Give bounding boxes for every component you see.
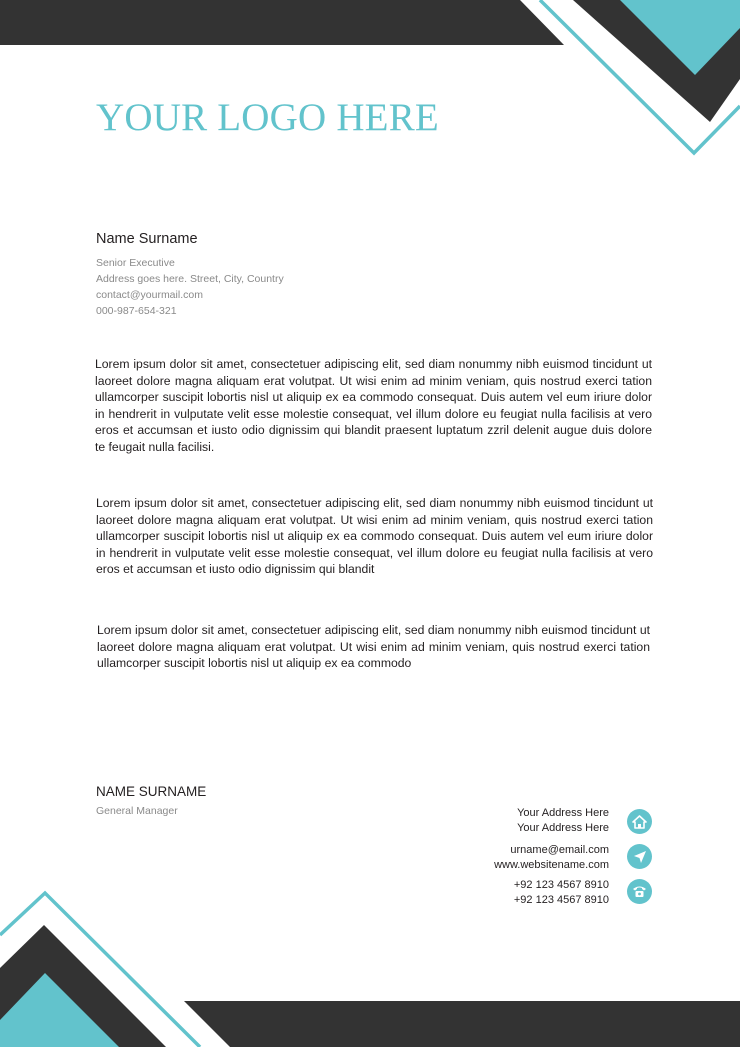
signature-title: General Manager — [96, 805, 178, 817]
contact-address-line: Your Address Here — [517, 807, 609, 819]
contact-email: urname@email.com — [510, 844, 609, 856]
contact-web — [494, 843, 609, 872]
phone-icon — [627, 879, 652, 904]
sender-phone: 000-987-654-321 — [96, 305, 177, 317]
signature-name: NAME SURNAME — [96, 784, 207, 799]
bottom-dark-bar — [184, 1001, 740, 1047]
contact-phone: +92 123 4567 8910 — [513, 893, 609, 906]
body-paragraph-3: Lorem ipsum dolor sit amet, consectetuer adipiscing elit, sed diam nonummy nibh euismod tincidunt ut laoreet dolore magna aliquam erat volutpat. Ut wisi enim ad minim veniam, quis nostrud exerci tation ullamcorper suscipit lobortis nisl ut aliquip ex ea commodo — [97, 623, 650, 671]
home-icon — [627, 809, 652, 834]
sender-email: contact@yourmail.com — [96, 289, 203, 301]
top-dark-bar — [0, 0, 564, 45]
body-paragraph-1: Lorem ipsum dolor sit amet, consectetuer adipiscing elit, sed diam nonummy nibh euismod tincidunt ut laoreet dolore magna aliquam erat volutpat. Ut wisi enim ad minim veniam, quis nostrud exerci tation ullamcorper suscipit lobortis nisl ut aliquip ex ea commodo consequat. Duis autem vel eum iriure dolor in hendrerit in vulputate velit esse molestie consequat, vel illum dolore eu feugiat nulla facilisis at vero eros et accumsan et iusto odio dignissim qui blandit praesent luptatum zzril delenit augue duis dolore te feugait nulla facilisi. — [95, 357, 652, 454]
contact-address-line: Your Address Here — [517, 821, 609, 834]
body-paragraph-2: Lorem ipsum dolor sit amet, consectetuer adipiscing elit, sed diam nonummy nibh euismod tincidunt ut laoreet dolore magna aliquam erat volutpat. Ut wisi enim ad minim veniam, quis nostrud exerci tation ullamcorper suscipit lobortis nisl ut aliquip ex ea commodo consequat. Duis autem vel eum iriure dolor in hendrerit in vulputate velit esse molestie consequat, vel illum dolore eu feugiat nulla facilisis at vero eros et accumsan et iusto odio dignissim qui blandit — [96, 496, 653, 577]
contact-website: www.websitename.com — [494, 858, 609, 871]
logo-text: YOUR LOGO HERE — [96, 96, 439, 139]
contact-address — [517, 806, 609, 835]
sender-address: Address goes here. Street, City, Country — [96, 273, 284, 285]
contact-phones — [514, 878, 609, 907]
sender-name: Name Surname — [96, 231, 198, 247]
contact-phone: +92 123 4567 8910 — [513, 879, 609, 891]
sender-title: Senior Executive — [96, 257, 175, 269]
send-icon — [627, 844, 652, 869]
